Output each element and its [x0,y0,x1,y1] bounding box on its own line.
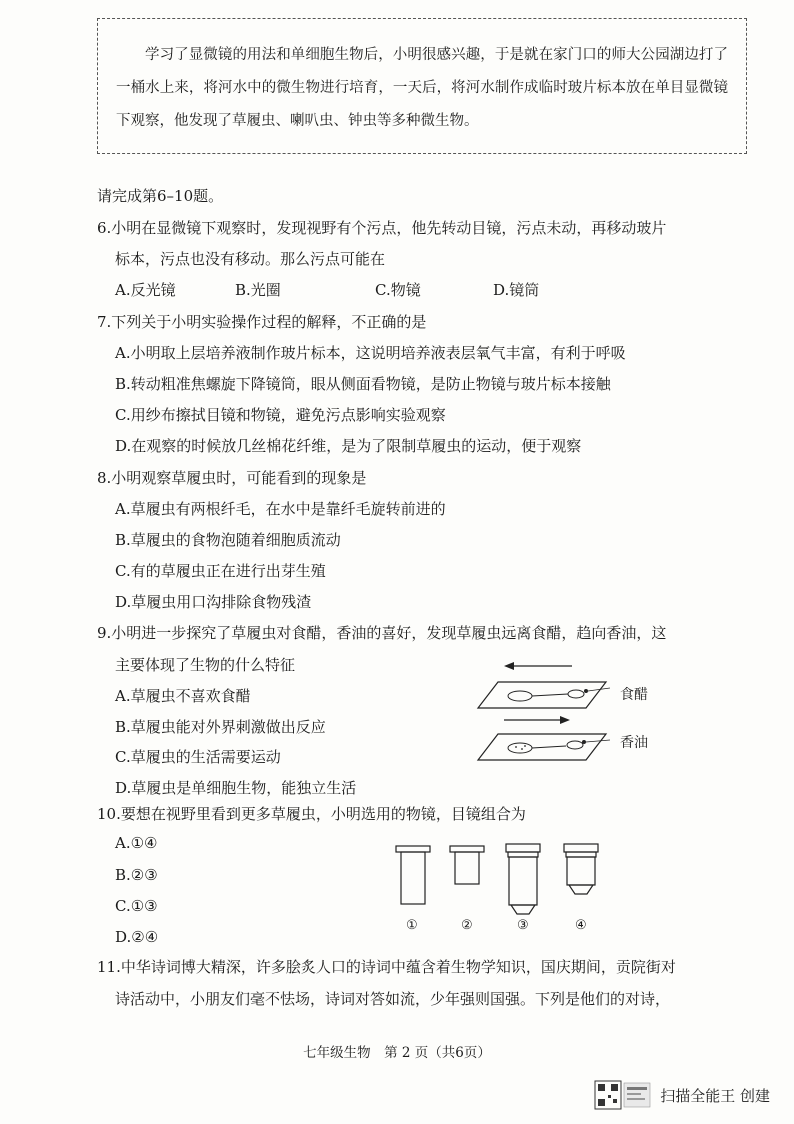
scanner-watermark [594,1080,770,1110]
q9-slide-figure [468,660,678,770]
q6-option-c: C.物镜 [375,281,421,299]
q10-option-c: C.①③ [115,897,158,915]
q6-stem-line2: 标本，污点也没有移动。那么污点可能在 [115,250,386,268]
q6-option-a: A.反光镜 [115,281,176,299]
q10-option-a: A.①④ [115,834,158,852]
q9-label-vinegar: 食醋 [620,687,648,703]
q9-option-a: A.草履虫不喜欢食醋 [115,687,251,705]
q9-stem-line1: 9.小明进一步探究了草履虫对食醋，香油的喜好，发现草履虫远离食醋，趋向香油，这 [97,624,667,642]
q6-stem-line1: 6.小明在显微镜下观察时，发现视野有个污点，他先转动目镜，污点未动，再移动玻片 [97,219,667,237]
scanner-qr-logo-icon [594,1080,652,1110]
q7-option-c: C.用纱布擦拭目镜和物镜，避免污点影响实验观察 [115,406,446,424]
q9-stem-line2: 主要体现了生物的什么特征 [115,656,296,674]
q11-stem-line1: 11.中华诗词博大精深，许多脍炙人口的诗词中蕴含着生物学知识，国庆期间，贡院街对 [97,958,676,976]
page-footer: 七年级生物 第 2 页（共6页） [303,1045,491,1061]
q7-option-a: A.小明取上层培养液制作玻片标本，这说明培养液表层氧气丰富，有利于呼吸 [115,344,626,362]
q8-option-b: B.草履虫的食物泡随着细胞质流动 [115,531,341,549]
q7-option-b: B.转动粗准焦螺旋下降镜筒，眼从侧面看物镜，是防止物镜与玻片标本接触 [115,375,611,393]
passage-box [97,18,747,154]
q10-label-1: ① [406,918,418,933]
q6-option-b: B.光圈 [235,281,281,299]
q10-label-3: ③ [517,918,529,933]
q11-stem-line2: 诗活动中，小朋友们毫不怯场，诗词对答如流，少年强则国强。下列是他们的对诗， [115,990,671,1008]
q8-option-a: A.草履虫有两根纤毛，在水中是靠纤毛旋转前进的 [115,500,446,518]
q10-lens-diagram [388,840,628,940]
q9-option-d: D.草履虫是单细胞生物，能独立生活 [115,779,357,797]
q9-label-oil: 香油 [620,735,648,751]
q10-label-2: ② [461,918,473,933]
q10-stem: 10.要想在视野里看到更多草履虫，小明选用的物镜，目镜组合为 [97,805,526,823]
q10-label-4: ④ [575,918,587,933]
q10-option-d: D.②④ [115,928,159,946]
q10-lens-figure [388,840,628,940]
scanner-watermark-text: 扫描全能王 创建 [660,1086,770,1105]
q8-option-c: C.有的草履虫正在进行出芽生殖 [115,562,326,580]
q6-option-d: D.镜筒 [493,281,540,299]
q9-slide-diagram [468,660,678,770]
q9-option-b: B.草履虫能对外界刺激做出反应 [115,718,326,736]
q8-stem: 8.小明观察草履虫时，可能看到的现象是 [97,469,367,487]
passage-text: 学习了显微镜的用法和单细胞生物后，小明很感兴趣，于是就在家门口的师大公园湖边打了一桶水上来，将河水中的微生物进行培育，一天后，将河水制作成临时玻片标本放在单目显微镜下观察，他发现了草履虫、喇叭虫、钟虫等多种微生物。 [116,47,728,129]
q7-option-d: D.在观察的时候放几丝棉花纤维，是为了限制草履虫的运动，便于观察 [115,437,582,455]
q10-option-b: B.②③ [115,866,158,884]
q8-option-d: D.草履虫用口沟排除食物残渣 [115,593,312,611]
q7-stem: 7.下列关于小明实验操作过程的解释，不正确的是 [97,313,427,331]
intro-text: 请完成第6–10题。 [97,187,224,205]
q9-option-c: C.草履虫的生活需要运动 [115,748,281,766]
